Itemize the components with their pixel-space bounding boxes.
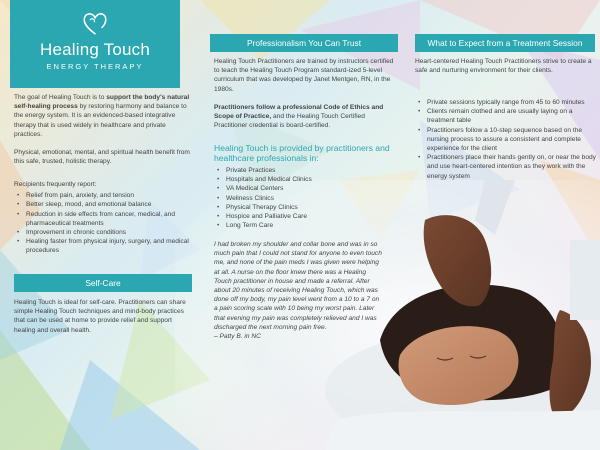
expect-intro: Heart-centered Healing Touch Practitioners strive to create a safe and nurturing environment for their clients.: [415, 58, 592, 75]
list-item: • Wellness Clinics: [214, 194, 394, 203]
list-item: • Physical Therapy Clinics: [214, 203, 394, 212]
list-item: • Hospice and Palliative Care: [214, 212, 394, 221]
list-item: • Practitioners follow a 10-step sequence based on the nursing process to assure a consistent and complete experience for the client: [415, 126, 597, 154]
list-item: • Clients remain clothed and are usually laying on a treatment table: [415, 107, 597, 125]
benefits-paragraph: Physical, emotional, mental, and spiritual health benefit from this safe, trusted, holistic therapy.: [14, 149, 190, 166]
reports-list: [14, 191, 192, 255]
brand-panel: [10, 0, 180, 88]
list-item: • Hospitals and Medical Clinics: [214, 175, 394, 184]
expect-list: [415, 98, 597, 181]
brand-title: Healing Touch: [39, 40, 151, 59]
column-left: [0, 0, 200, 450]
list-item: • Improvement in chronic conditions: [14, 228, 192, 237]
testimonial: [214, 240, 384, 341]
list-item: • Long Term Care: [214, 221, 394, 230]
heart-icon: [81, 10, 109, 38]
selfcare-paragraph: Healing Touch is ideal for self-care. Practitioners can share simple Healing Touch techniques and mind-body practices that can be used at home to provide relief and support healing and overall health.: [14, 299, 186, 334]
testimonial-text: I had broken my shoulder and collar bone and was in so much pain that I could not stand for anyone to even touch me, and none of the pain meds I was given were helping at all. A nurse on the floor knew there was a Healing Touch practitioner in house and made a referral. After about 20 minutes of receiving Healing Touch, which was done off my body, my pain level went from a 10 to a 7 on a pain scoring scale with 10 being my worst pain. Later that evening my pain was completely relieved and I was discharged the next morning pain free.: [214, 241, 382, 331]
list-item: • Healing faster from physical injury, surgery, and medical procedures: [14, 237, 192, 255]
providers-heading: Healing Touch is provided by practitioners and healthcare professionals in:: [214, 143, 390, 163]
list-item: • Private Practices: [214, 166, 394, 175]
training-paragraph: Healing Touch Practitioners are trained by instructors certified to teach the Healing Touch Program standard-ized 5-level curriculum that was developed by Janet Mentgen, RN, in the 1980s.: [214, 58, 394, 93]
intro-text-start: The goal of Healing Touch is to: [14, 94, 107, 101]
reports-section: [14, 180, 192, 256]
professionalism-heading: Professionalism You Can Trust: [210, 34, 398, 52]
intro-text-end: by restoring harmony and balance to the energy system. It is an evidenced-based integrative therapy that is used widely in healthcare and private practices.: [14, 103, 187, 138]
reports-label: Recipients frequently report:: [14, 181, 97, 188]
brand-subtitle: ENERGY THERAPY: [46, 62, 144, 71]
list-item: • VA Medical Centers: [214, 184, 394, 193]
intro-text-bold: support the body's natural self-healing process: [14, 94, 190, 111]
list-item: • Private sessions typically range from 45 to 60 minutes: [415, 98, 597, 107]
list-item: • Reduction in side effects from cancer, medical, and pharmaceutical treatments: [14, 210, 192, 228]
column-middle: [200, 0, 405, 450]
providers-list: [214, 166, 394, 230]
list-item: • Better sleep, mood, and emotional balance: [14, 200, 192, 209]
expect-heading: What to Expect from a Treatment Session: [415, 34, 595, 52]
list-item: • Relief from pain, anxiety, and tension: [14, 191, 192, 200]
ethics-text-bold: Practitioners follow a professional Code of Ethics and Scope of Practice,: [214, 104, 384, 121]
list-item: • Practitioners place their hands gently on, or near the body and use heart-centered intention as they work with the energy system: [415, 153, 597, 181]
ethics-paragraph: [214, 103, 396, 131]
testimonial-author: – Patty B. in NC: [214, 333, 261, 341]
intro-paragraph: [14, 93, 192, 139]
selfcare-heading: Self-Care: [14, 274, 192, 292]
ethics-text-rest: and the Healing Touch Certified Practitioner credential is board-certified.: [214, 113, 365, 130]
column-right: [405, 0, 600, 450]
